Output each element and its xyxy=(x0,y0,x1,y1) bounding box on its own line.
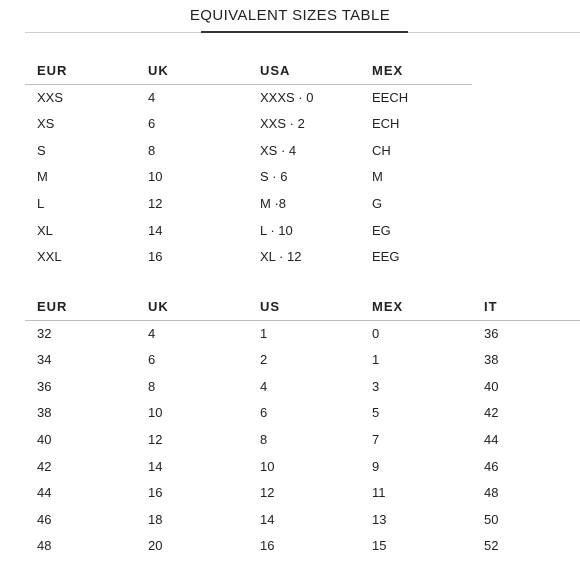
title-underline xyxy=(201,31,408,33)
table-cell: G xyxy=(372,195,383,211)
table-row xyxy=(25,352,580,379)
table-cell: 36 xyxy=(37,378,52,394)
table-cell: 4 xyxy=(148,89,156,105)
table-cell: 1 xyxy=(372,352,380,368)
table-cell: XL · 12 xyxy=(260,249,302,265)
table-cell: 18 xyxy=(148,511,163,527)
table-row xyxy=(25,485,580,512)
table-cell: 44 xyxy=(484,431,499,447)
table-cell: S xyxy=(37,142,46,158)
table-row xyxy=(25,90,472,117)
table-cell: 5 xyxy=(372,405,380,421)
table-cell: 13 xyxy=(372,511,387,527)
column-header: EUR xyxy=(37,299,68,314)
table-cell: 12 xyxy=(148,195,163,211)
table-row xyxy=(25,223,472,250)
table-cell: 40 xyxy=(484,378,499,394)
size-table-letters xyxy=(25,63,472,276)
table-cell: 8 xyxy=(148,142,156,158)
table-cell: 12 xyxy=(260,485,275,501)
table-cell: 7 xyxy=(372,431,380,447)
table-row xyxy=(25,196,472,223)
table-cell: 34 xyxy=(37,352,52,368)
column-header: IT xyxy=(484,299,498,314)
table-cell: 16 xyxy=(148,485,163,501)
column-header: EUR xyxy=(37,63,68,78)
table-cell: XXS xyxy=(37,89,64,105)
table-cell: EECH xyxy=(372,89,409,105)
table-row xyxy=(25,379,580,406)
table-cell: 15 xyxy=(372,538,387,554)
table-cell: 10 xyxy=(260,458,275,474)
column-header: USA xyxy=(260,63,291,78)
table-cell: M xyxy=(37,169,48,185)
table-cell: 11 xyxy=(372,485,386,501)
table-cell: 46 xyxy=(37,511,52,527)
table-cell: 38 xyxy=(484,352,499,368)
table-cell: 1 xyxy=(260,325,268,341)
table-cell: 14 xyxy=(260,511,275,527)
table-cell: S · 6 xyxy=(260,169,288,185)
page-title: EQUIVALENT SIZES TABLE xyxy=(189,7,391,24)
table-cell: 6 xyxy=(148,116,156,132)
table-cell: 40 xyxy=(37,431,52,447)
table-cell: XXXS · 0 xyxy=(260,89,314,105)
table-row xyxy=(25,538,580,565)
table-cell: 3 xyxy=(372,378,380,394)
table-cell: 6 xyxy=(260,405,268,421)
table-cell: EG xyxy=(372,222,391,238)
table-cell: XXS · 2 xyxy=(260,116,305,132)
table-cell: 50 xyxy=(484,511,499,527)
column-header: UK xyxy=(148,299,169,314)
table-cell: 4 xyxy=(260,378,268,394)
table-row xyxy=(25,405,580,432)
table-row xyxy=(25,143,472,170)
table-cell: 9 xyxy=(372,458,380,474)
table-cell: 52 xyxy=(484,538,499,554)
table-cell: XS xyxy=(37,116,55,132)
table-row xyxy=(25,432,580,459)
table-cell: 0 xyxy=(372,325,380,341)
table-cell: 46 xyxy=(484,458,499,474)
column-header: MEX xyxy=(372,299,404,314)
table-cell: 12 xyxy=(148,431,163,447)
table-row xyxy=(25,326,580,353)
header-divider xyxy=(25,84,472,85)
table-cell: 42 xyxy=(484,405,499,421)
table-cell: 20 xyxy=(148,538,163,554)
table-header-row xyxy=(25,63,472,90)
table-cell: XXL xyxy=(37,249,62,265)
table-cell: 10 xyxy=(148,169,163,185)
table-cell: M ·8 xyxy=(260,195,286,211)
table-cell: L · 10 xyxy=(260,222,293,238)
table-cell: 48 xyxy=(37,538,52,554)
table-row xyxy=(25,116,472,143)
table-header-row xyxy=(25,299,580,326)
header-divider xyxy=(25,320,580,321)
table-cell: 2 xyxy=(260,352,268,368)
table-cell: 38 xyxy=(37,405,52,421)
table-cell: 4 xyxy=(148,325,156,341)
table-cell: 6 xyxy=(148,352,156,368)
table-cell: 16 xyxy=(260,538,275,554)
table-cell: ECH xyxy=(372,116,400,132)
table-row xyxy=(25,512,580,539)
table-cell: 36 xyxy=(484,325,499,341)
table-cell: 42 xyxy=(37,458,52,474)
column-header: US xyxy=(260,299,281,314)
table-cell: 8 xyxy=(148,378,156,394)
table-row xyxy=(25,249,472,276)
size-table-numeric xyxy=(25,299,580,565)
table-cell: 48 xyxy=(484,485,499,501)
table-cell: 32 xyxy=(37,325,52,341)
column-header: UK xyxy=(148,63,169,78)
table-cell: XS · 4 xyxy=(260,142,297,158)
table-cell: 8 xyxy=(260,431,268,447)
table-row xyxy=(25,459,580,486)
table-cell: 14 xyxy=(148,222,163,238)
column-header: MEX xyxy=(372,63,404,78)
table-cell: 16 xyxy=(148,249,163,265)
table-cell: L xyxy=(37,195,45,211)
table-cell: 10 xyxy=(148,405,163,421)
table-cell: M xyxy=(372,169,383,185)
table-cell: 14 xyxy=(148,458,163,474)
table-cell: 44 xyxy=(37,485,52,501)
table-cell: EEG xyxy=(372,249,400,265)
table-cell: CH xyxy=(372,142,391,158)
table-cell: XL xyxy=(37,222,53,238)
table-row xyxy=(25,169,472,196)
